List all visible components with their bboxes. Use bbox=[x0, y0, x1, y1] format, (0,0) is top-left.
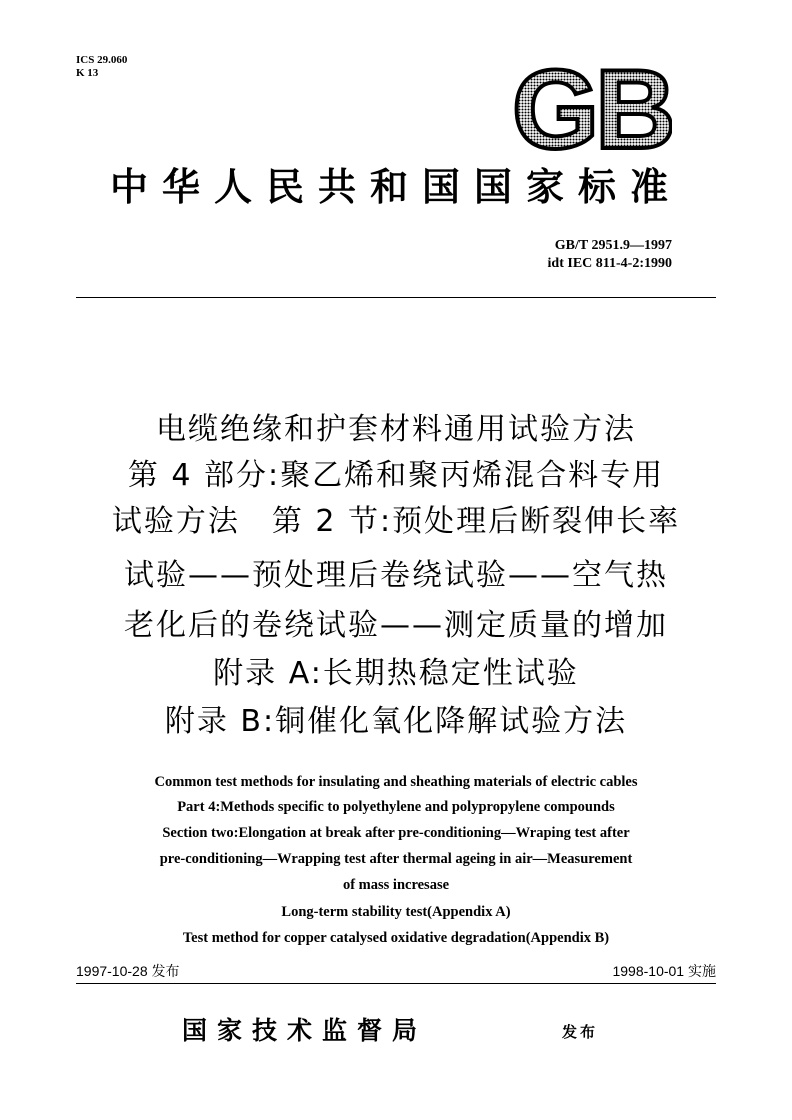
title-en-line-6: Long-term stability test(Appendix A) bbox=[281, 904, 511, 920]
standard-equivalence-text: idt IEC 811-4-2:1990 bbox=[547, 256, 672, 271]
title-cn-line-5: 老化后的卷绕试验——测定质量的增加 bbox=[124, 608, 668, 643]
title-cn-line-1: 电缆绝缘和护套材料通用试验方法 bbox=[156, 412, 636, 447]
effective-date: 1998-10-01 实施 bbox=[612, 963, 716, 979]
title-cn-line-7: 附录 B:铜催化氧化降解试验方法 bbox=[164, 704, 628, 739]
title-en-line-2: Part 4:Methods specific to polyethylene and polypropylene compounds bbox=[177, 799, 615, 815]
issuing-authority: 国家技术监督局 bbox=[182, 1016, 428, 1045]
issue-label: 发布 bbox=[562, 1023, 599, 1041]
ics-code: ICS 29.060 bbox=[76, 54, 128, 66]
header-rule bbox=[76, 297, 716, 298]
title-en-line-7: Test method for copper catalysed oxidative degradation(Appendix B) bbox=[182, 930, 610, 946]
title-en-line-3: Section two:Elongation at break after pre-conditioning—Wraping test after bbox=[162, 825, 630, 841]
gb-logo bbox=[512, 60, 672, 158]
standard-equivalence bbox=[548, 254, 672, 272]
footer-rule bbox=[76, 983, 716, 984]
issue-date: 1997-10-28 发布 bbox=[76, 963, 180, 979]
title-cn-line-6: 附录 A:长期热稳定性试验 bbox=[213, 656, 579, 691]
gb-logo-text: GB bbox=[512, 60, 672, 158]
standard-number-text: GB/T 2951.9—1997 bbox=[554, 238, 672, 253]
title-cn-line-2: 第 4 部分:聚乙烯和聚丙烯混合料专用 bbox=[127, 458, 665, 493]
title-en-line-1: Common test methods for insulating and sheathing materials of electric cables bbox=[154, 774, 638, 790]
national-standard-title: 中华人民共和国国家标准 bbox=[109, 164, 682, 209]
title-en-line-4: pre-conditioning—Wrapping test after thermal ageing in air—Measurement bbox=[159, 851, 633, 867]
standard-number bbox=[555, 236, 672, 254]
title-en-line-5: of mass incresase bbox=[342, 877, 450, 893]
title-cn-line-4: 试验——预处理后卷绕试验——空气热 bbox=[124, 558, 668, 593]
title-cn-line-3: 试验方法 第 2 节:预处理后断裂伸长率 bbox=[111, 504, 681, 539]
ccs-code: K 13 bbox=[76, 67, 99, 79]
